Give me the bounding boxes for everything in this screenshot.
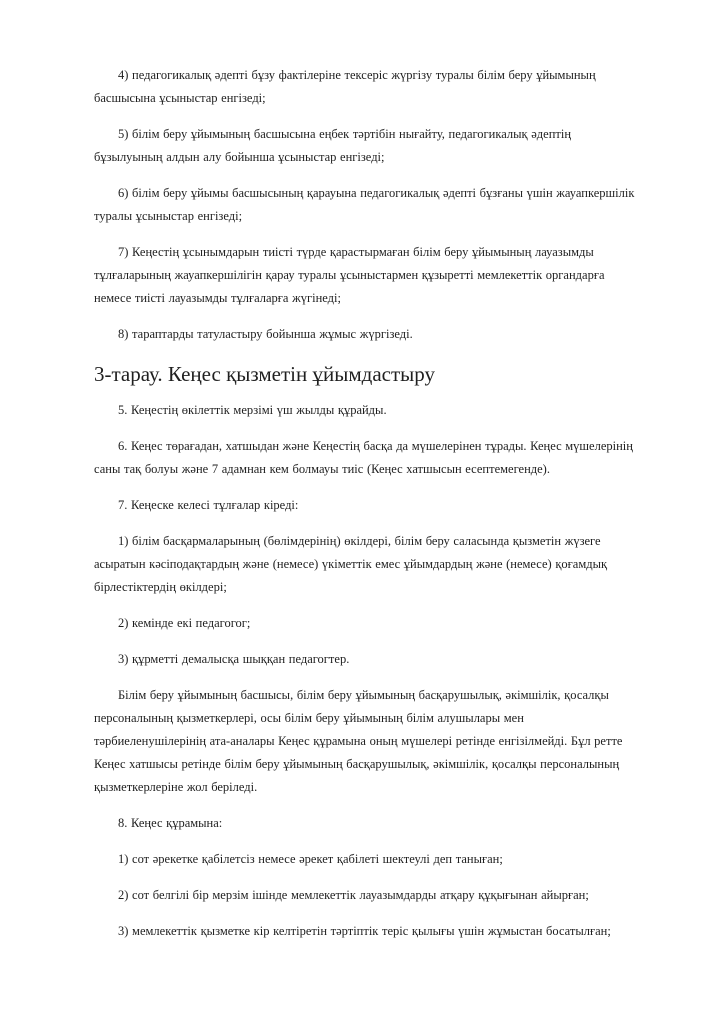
paragraph: 1) сот әрекетке қабілетсіз немесе әрекет қабілеті шектеулі деп таныған; xyxy=(118,852,503,866)
paragraph: 5. Кеңестің өкілеттік мерзімі үш жылды құрайды. xyxy=(118,403,387,417)
chapter-heading: 3-тарау. Кеңес қызметін ұйымдастыру xyxy=(94,362,435,386)
paragraph: 6) білім беру ұйымы басшысының қарауына педагогикалық әдепті бұзғаны үшін жауапкершілік туралы ұсыныстар енгізеді; xyxy=(94,186,635,223)
paragraph: Білім беру ұйымының басшысы, білім беру ұйымының басқарушылық, әкімшілік, қосалқы персоналының қызметкерлері, осы білім беру ұйымының білім алушылары мен тәрбиеленушілерінің ата-аналары Кеңес құрамына оның мүшелері ретінде енгізілмейді. Бұл ретте Кеңес хатшысы ретінде білім беру ұйымының басқарушылық, әкімшілік, қосалқы персоналының қызметкерлеріне жол беріледі. xyxy=(94,688,623,794)
paragraph: 7. Кеңеске келесі тұлғалар кіреді: xyxy=(118,498,299,512)
paragraph: 4) педагогикалық әдепті бұзу фактілеріне тексеріс жүргізу туралы білім беру ұйымының басшысына ұсыныстар енгізеді; xyxy=(94,68,596,105)
paragraph: 6. Кеңес төрағадан, хатшыдан және Кеңестің басқа да мүшелерінен тұрады. Кеңес мүшелерінің саны тақ болуы және 7 адамнан кем болмауы тиіс (Кеңес хатшысын есептемегенде). xyxy=(94,439,633,476)
paragraph: 3) мемлекеттік қызметке кір келтіретін тәртіптік теріс қылығы үшін жұмыстан босатылған; xyxy=(118,924,611,938)
paragraph: 1) білім басқармаларының (бөлімдерінің) өкілдері, білім беру саласында қызметін жүзеге асыратын кәсіподақтардың және (немесе) үкіметтік емес ұйымдардың және (немесе) қоғамдық бірлестіктердің өкілдері; xyxy=(94,534,608,594)
paragraph: 5) білім беру ұйымының басшысына еңбек тәртібін нығайту, педагогикалық әдептің бұзылуының алдын алу бойынша ұсыныстар енгізеді; xyxy=(94,127,572,164)
paragraph: 2) кемінде екі педагогог; xyxy=(118,616,251,630)
paragraph: 8. Кеңес құрамына: xyxy=(118,816,223,830)
paragraph: 7) Кеңестің ұсынымдарын тиісті түрде қарастырмаған білім беру ұйымының лауазымды тұлғаларының жауапкершілігін қарау туралы ұсыныстармен құзыретті мемлекеттік органдарға немесе тиісті лауазымды тұлғаларға жүгінеді; xyxy=(94,245,605,305)
paragraph: 2) сот белгілі бір мерзім ішінде мемлекеттік лауазымдарды атқару құқығынан айырған; xyxy=(118,888,589,902)
paragraph: 3) құрметті демалысқа шыққан педагогтер. xyxy=(118,652,350,666)
document-text xyxy=(94,64,636,943)
paragraph: 8) тараптарды татуластыру бойынша жұмыс жүргізеді. xyxy=(118,327,413,341)
